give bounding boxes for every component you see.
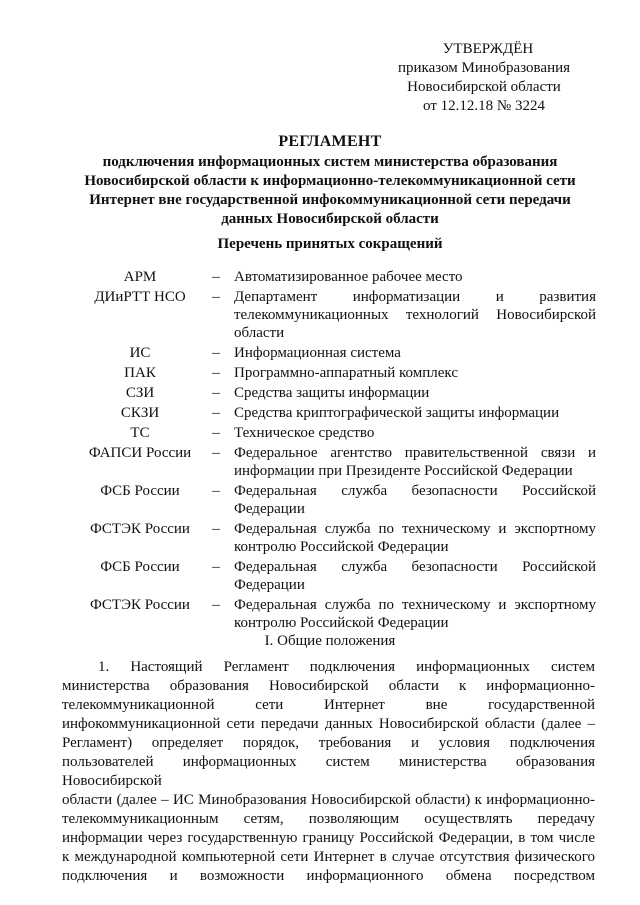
approval-date-line: от 12.12.18 № 3224	[423, 98, 545, 114]
abbreviation-row	[82, 520, 596, 556]
approval-title: УТВЕРЖДЁН	[442, 41, 534, 57]
paragraph-line: телекоммуникационным сетям, позволяющим осуществлять передачу	[62, 811, 595, 827]
abbreviation-row	[82, 558, 596, 594]
abbreviation-dash: –	[212, 269, 220, 285]
regulation-subtitle-line: Новосибирской области к информационно-телекоммуникационной сети	[84, 173, 576, 189]
abbreviations-list	[82, 268, 596, 634]
abbreviation-row	[82, 404, 596, 422]
abbreviation-term: ФАПСИ России	[88, 445, 192, 461]
abbreviation-definition: Средства криптографической защиты информации	[234, 405, 560, 421]
abbreviation-row	[82, 444, 596, 480]
abbreviation-row	[82, 344, 596, 362]
abbreviation-definition: Программно-аппаратный комплекс	[234, 365, 459, 381]
abbreviation-dash: –	[212, 445, 220, 461]
section-paragraph	[62, 658, 595, 886]
abbreviation-term: ФСБ России	[100, 483, 180, 499]
paragraph-line: подключения и возможности информационного обмена посредством	[62, 868, 595, 884]
abbreviation-definition: Федеральное агентство правительственной связи и информации при Президенте Российской Федерации	[234, 445, 596, 479]
abbreviation-row	[82, 424, 596, 442]
abbreviation-dash: –	[212, 559, 220, 575]
abbreviation-dash: –	[212, 345, 220, 361]
abbreviation-dash: –	[212, 521, 220, 537]
approval-region-line: Новосибирской области	[407, 79, 561, 95]
abbreviations-heading: Перечень принятых сокращений	[217, 236, 443, 252]
abbreviation-row	[82, 288, 596, 342]
paragraph-line: инфокоммуникационной сети передачи данных Новосибирской области (далее –	[62, 716, 595, 732]
abbreviation-term: ДИиРТТ НСО	[94, 289, 186, 305]
regulation-subtitle-line: подключения информационных систем министерства образования	[102, 154, 558, 170]
abbreviation-term: ФСБ России	[100, 559, 180, 575]
regulation-title-block	[60, 131, 600, 229]
paragraph-line: Регламент) определяет порядок, требования и условия подключения	[62, 735, 595, 751]
regulation-subtitle-line: Интернет вне государственной инфокоммуникационной сети передачи	[89, 192, 571, 208]
abbreviation-term: ФСТЭК России	[90, 597, 190, 613]
abbreviation-row	[82, 364, 596, 382]
abbreviation-term: ПАК	[124, 365, 156, 381]
abbreviation-definition: Федеральная служба по техническому и экспортному контролю Российской Федерации	[234, 521, 596, 555]
paragraph-line: телекоммуникационной сети Интернет вне государственной	[62, 697, 595, 713]
paragraph-line: информации через государственную границу Российской Федерации, в том числе	[62, 830, 595, 846]
abbreviation-definition: Средства защиты информации	[234, 385, 430, 401]
approval-order-line: приказом Минобразования	[397, 60, 571, 76]
abbreviation-term: ТС	[130, 425, 150, 441]
abbreviation-definition: Федеральная служба безопасности Российской Федерации	[234, 483, 596, 517]
paragraph-line: министерства образования Новосибирской области к информационно-	[62, 678, 595, 694]
paragraph-line: к международной компьютерной сети Интернет в случае отсутствия физического	[62, 849, 595, 865]
abbreviation-dash: –	[212, 385, 220, 401]
abbreviation-dash: –	[212, 405, 220, 421]
regulation-title: РЕГЛАМЕНТ	[278, 133, 382, 150]
abbreviation-definition: Федеральная служба безопасности Российской Федерации	[234, 559, 596, 593]
abbreviation-term: СЗИ	[125, 385, 155, 401]
abbreviation-row	[82, 268, 596, 286]
abbreviation-row	[82, 384, 596, 402]
abbreviation-row	[82, 482, 596, 518]
abbreviation-dash: –	[212, 483, 220, 499]
abbreviation-definition: Департамент информатизации и развития телекоммуникационных технологий Новосибирской области	[234, 289, 596, 341]
paragraph-line: области (далее – ИС Минобразования Новосибирской области) к информационно-	[62, 792, 595, 808]
abbreviation-definition: Федеральная служба по техническому и экспортному контролю Российской Федерации	[234, 597, 596, 631]
abbreviation-term: СКЗИ	[120, 405, 160, 421]
section-heading: I. Общие положения	[264, 633, 396, 649]
abbreviation-term: АРМ	[123, 269, 157, 285]
abbreviation-dash: –	[212, 365, 220, 381]
abbreviation-definition: Техническое средство	[234, 425, 375, 441]
abbreviation-dash: –	[212, 289, 220, 305]
regulation-subtitle-line: данных Новосибирской области	[221, 211, 439, 227]
paragraph-line: пользователей информационных систем министерства образования Новосибирской	[62, 754, 595, 789]
abbreviation-term: ФСТЭК России	[90, 521, 190, 537]
abbreviation-dash: –	[212, 425, 220, 441]
abbreviation-definition: Автоматизированное рабочее место	[234, 269, 463, 285]
abbreviation-row	[82, 596, 596, 632]
abbreviation-dash: –	[212, 597, 220, 613]
paragraph-line: 1. Настоящий Регламент подключения информационных систем	[98, 659, 595, 675]
approval-stamp	[384, 40, 584, 116]
abbreviation-term: ИС	[129, 345, 151, 361]
abbreviation-definition: Информационная система	[234, 345, 401, 361]
